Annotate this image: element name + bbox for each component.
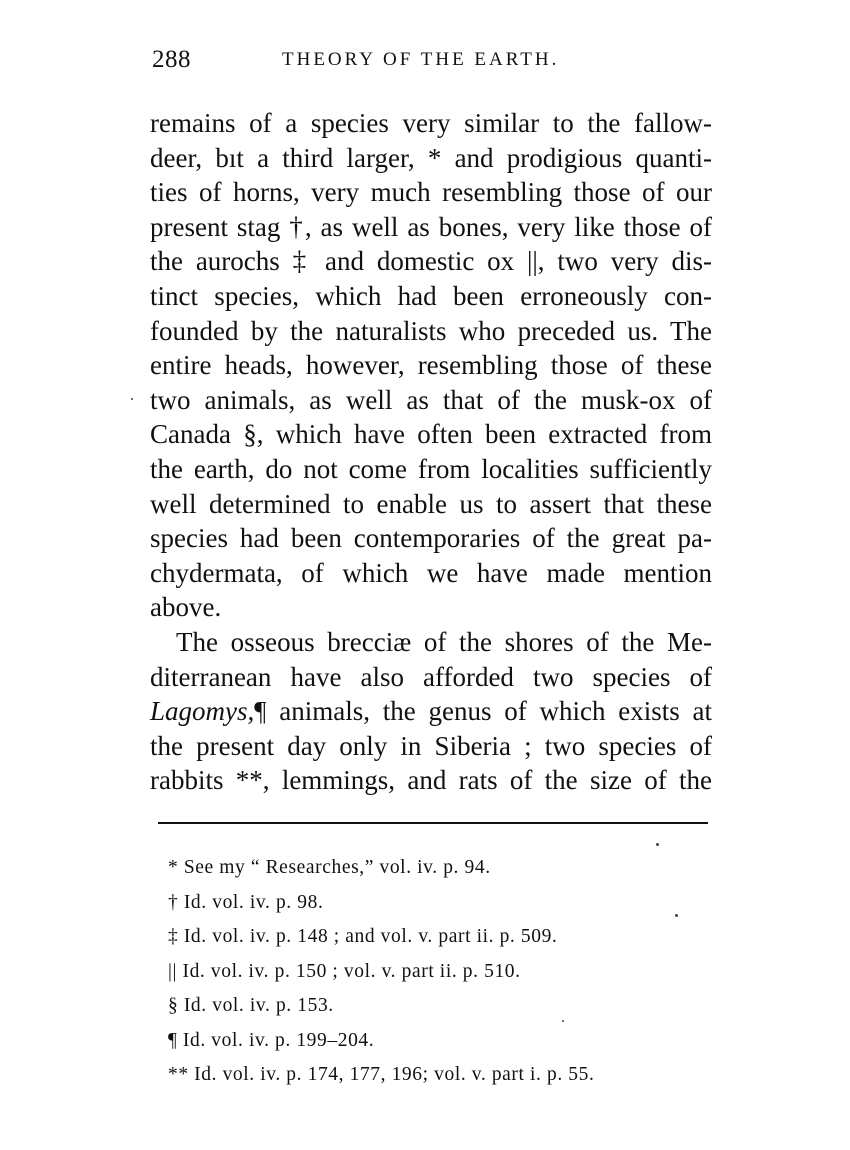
body-line: well determined to enable us to assert that these xyxy=(150,488,712,519)
scan-speck xyxy=(131,398,133,400)
body-line: present stag †, as well as bones, very like those of xyxy=(150,211,712,242)
scan-speck xyxy=(675,914,678,917)
body-line: above. xyxy=(150,592,222,623)
body-line: remains of a species very similar to the fallow- xyxy=(150,108,712,138)
footnote: || Id. vol. iv. p. 150 ; vol. v. part ii. p. 510. xyxy=(168,960,521,982)
body-line: species had been contemporaries of the great pa- xyxy=(150,523,712,554)
body-line: entire heads, however, resembling those of these xyxy=(150,350,712,381)
paragraph-2-line-rest: ¶ animals, the genus of which exists at xyxy=(254,696,712,727)
footnote: ‡ Id. vol. iv. p. 148 ; and vol. v. part ii. p. 509. xyxy=(168,926,558,947)
paragraph-2-line: The osseous brecciæ of the shores of the Me- xyxy=(176,626,712,657)
body-line: ties of horns, very much resembling those of our xyxy=(150,177,712,208)
footnotes xyxy=(168,851,688,1093)
scan-speck xyxy=(562,1020,564,1022)
genus-name-italic: Lagomys, xyxy=(150,696,255,727)
page-number: 288 xyxy=(152,46,191,73)
paragraph-2-line: the present day only in Siberia ; two species of xyxy=(150,730,712,761)
body-line: Canada §, which have often been extracted from xyxy=(150,419,712,450)
footnote-divider-rule xyxy=(158,822,708,824)
scan-speck xyxy=(656,843,659,846)
footnote: * See my “ Researches,” vol. iv. p. 94. xyxy=(168,857,491,878)
body-line: the earth, do not come from localities sufficiently xyxy=(150,453,712,484)
running-head: THEORY OF THE EARTH. xyxy=(282,49,560,70)
body-text xyxy=(150,106,712,798)
body-line: deer, bıt a third larger, * and prodigious quanti- xyxy=(150,142,712,173)
paragraph-2-line: rabbits **, lemmings, and rats of the size of the xyxy=(150,765,712,796)
footnote: ¶ Id. vol. iv. p. 199–204. xyxy=(168,1029,375,1051)
footnote: ** Id. vol. iv. p. 174, 177, 196; vol. v. part i. p. 55. xyxy=(168,1064,595,1085)
body-line: tinct species, which had been erroneously con- xyxy=(150,280,712,311)
paragraph-2-line: diterranean have also afforded two species of xyxy=(150,661,712,692)
body-line: chydermata, of which we have made mention xyxy=(150,557,712,588)
paragraph-2-line xyxy=(150,694,712,729)
footnote: † Id. vol. iv. p. 98. xyxy=(168,891,324,913)
page-header xyxy=(152,46,712,76)
footnote: § Id. vol. iv. p. 153. xyxy=(168,995,334,1016)
body-line: the aurochs ‡ and domestic ox ||, two very dis- xyxy=(150,246,712,277)
body-line: two animals, as well as that of the musk-ox of xyxy=(150,384,712,415)
body-line: founded by the naturalists who preceded us. The xyxy=(150,315,712,346)
